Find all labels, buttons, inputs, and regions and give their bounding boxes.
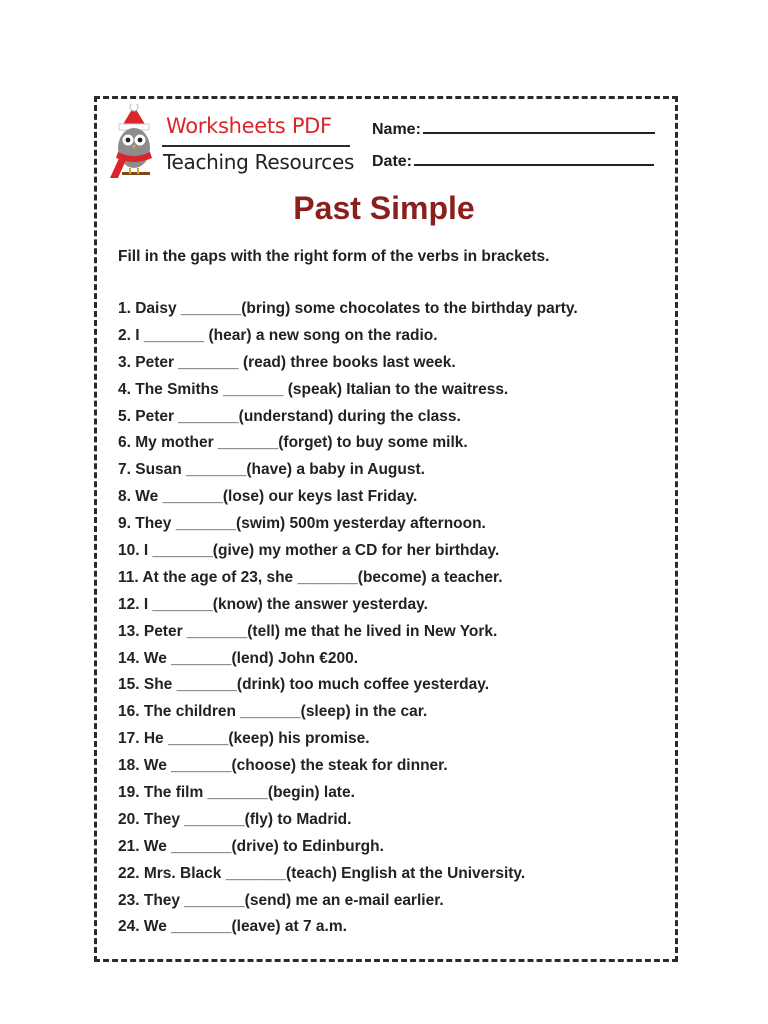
exercise-item: 14. We _______(lend) John €200. bbox=[118, 649, 359, 667]
exercise-item: 9. They _______(swim) 500m yesterday afternoon. bbox=[118, 515, 486, 533]
exercise-item: 5. Peter _______(understand) during the class. bbox=[118, 407, 461, 425]
logo bbox=[108, 104, 358, 188]
exercise-item: 11. At the age of 23, she _______(become) a teacher. bbox=[118, 568, 503, 586]
name-field[interactable] bbox=[372, 118, 655, 139]
exercise-item: 8. We _______(lose) our keys last Friday. bbox=[118, 488, 418, 506]
exercise-item: 4. The Smiths _______ (speak) Italian to the waitress. bbox=[118, 380, 509, 398]
exercise-item: 18. We _______(choose) the steak for dinner. bbox=[118, 757, 448, 775]
name-line[interactable] bbox=[423, 118, 655, 134]
date-field[interactable] bbox=[372, 150, 654, 171]
exercise-item: 23. They _______(send) me an e-mail earlier. bbox=[118, 891, 444, 909]
owl-icon bbox=[108, 104, 160, 188]
exercise-item: 21. We _______(drive) to Edinburgh. bbox=[118, 837, 384, 855]
exercise-item: 13. Peter _______(tell) me that he lived in New York. bbox=[118, 622, 498, 640]
exercise-item: 6. My mother _______(forget) to buy some milk. bbox=[118, 434, 468, 452]
exercise-item: 17. He _______(keep) his promise. bbox=[118, 730, 370, 748]
date-line[interactable] bbox=[414, 150, 654, 166]
exercise-item: 10. I _______(give) my mother a CD for her birthday. bbox=[118, 542, 500, 560]
exercise-item: 24. We _______(leave) at 7 a.m. bbox=[118, 918, 347, 936]
instructions: Fill in the gaps with the right form of the verbs in brackets. bbox=[118, 248, 550, 265]
exercise-list bbox=[118, 296, 578, 941]
exercise-item: 22. Mrs. Black _______(teach) English at the University. bbox=[118, 864, 526, 882]
name-label: Name: bbox=[372, 121, 421, 138]
exercise-item: 3. Peter _______ (read) three books last week. bbox=[118, 353, 456, 371]
page-title: Past Simple bbox=[293, 190, 475, 226]
exercise-item: 16. The children _______(sleep) in the car. bbox=[118, 703, 428, 721]
exercise-item: 12. I _______(know) the answer yesterday. bbox=[118, 595, 428, 613]
exercise-item: 15. She _______(drink) too much coffee yesterday. bbox=[118, 676, 490, 694]
exercise-item: 20. They _______(fly) to Madrid. bbox=[118, 810, 352, 828]
date-label: Date: bbox=[372, 153, 413, 170]
exercise-item: 7. Susan _______(have) a baby in August. bbox=[118, 461, 425, 479]
brand-divider bbox=[162, 145, 350, 147]
brand-title: Worksheets PDF bbox=[166, 114, 332, 138]
exercise-item: 1. Daisy _______(bring) some chocolates to the birthday party. bbox=[118, 300, 578, 317]
exercise-item: 2. I _______ (hear) a new song on the radio. bbox=[118, 326, 438, 344]
exercise-item: 19. The film _______(begin) late. bbox=[118, 784, 355, 802]
brand-subtitle: Teaching Resources bbox=[163, 150, 355, 174]
